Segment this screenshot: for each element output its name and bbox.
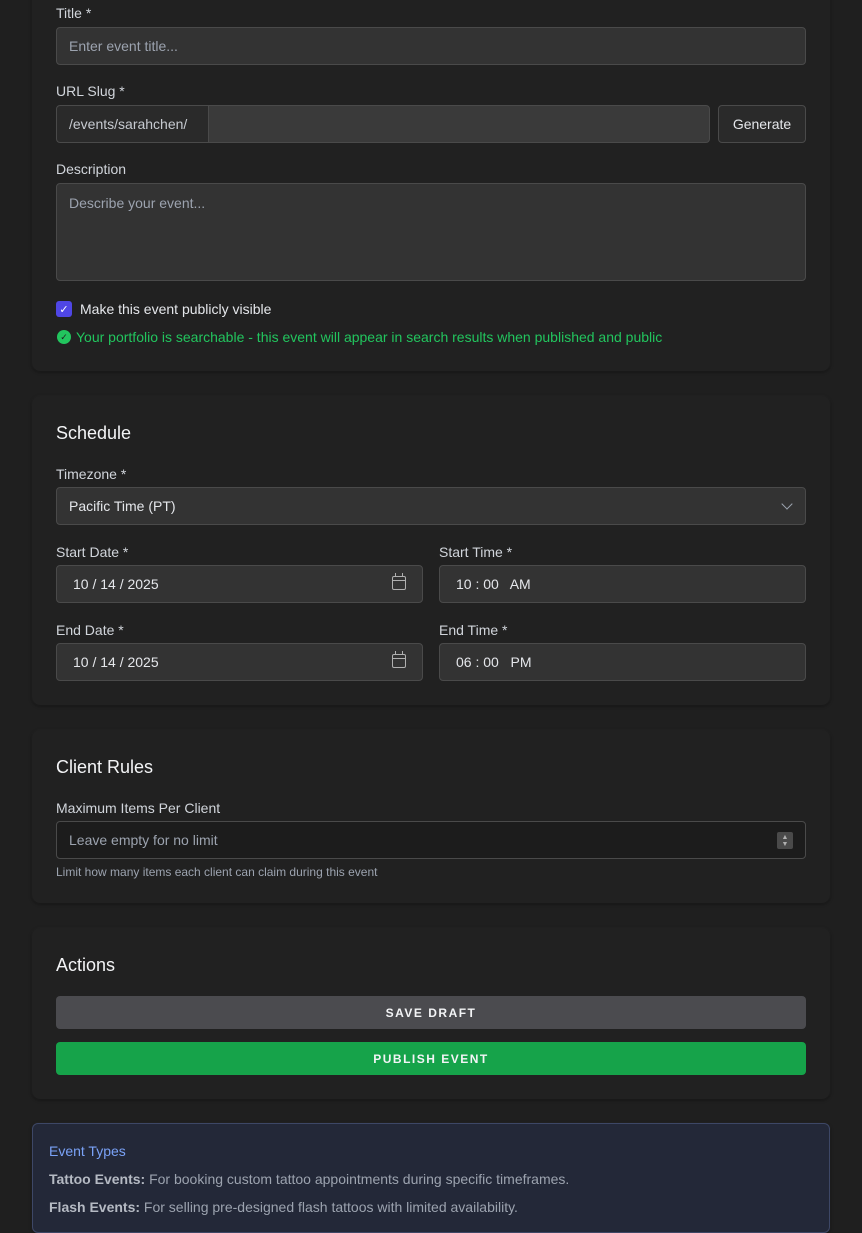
actions-title: Actions: [56, 955, 116, 975]
end-date-input[interactable]: [56, 643, 423, 681]
max-items-help: Limit how many items each client can claim during this event: [56, 865, 378, 879]
title-input[interactable]: Enter event title...: [56, 27, 806, 65]
flash-events-term: Flash Events:: [49, 1199, 141, 1215]
end-date-value: 10 / 14 / 2025: [73, 654, 159, 670]
public-checkbox-label[interactable]: Make this event publicly visible: [80, 301, 272, 317]
stepper-icon[interactable]: ▲ ▼: [777, 832, 793, 849]
slug-label: URL Slug *: [56, 83, 125, 99]
tattoo-events-line: [49, 1171, 569, 1187]
tattoo-events-desc: For booking custom tattoo appointments during specific timeframes.: [149, 1171, 570, 1187]
start-time-label: Start Time *: [439, 544, 513, 560]
max-items-placeholder: Leave empty for no limit: [69, 832, 218, 848]
max-items-label: Maximum Items Per Client: [56, 800, 221, 816]
check-icon: ✓: [59, 303, 69, 316]
event-types-title: Event Types: [49, 1143, 126, 1159]
schedule-card: [32, 396, 830, 705]
max-items-input[interactable]: [56, 821, 806, 859]
check-circle-icon: ✓: [57, 330, 71, 344]
flash-events-line: [49, 1199, 518, 1215]
public-checkbox[interactable]: [56, 301, 72, 317]
slug-input[interactable]: [208, 105, 710, 143]
start-date-label: Start Date *: [56, 544, 129, 560]
client-rules-card: [32, 730, 830, 903]
actions-card: [32, 928, 830, 1099]
search-notice: Your portfolio is searchable - this event will appear in search results when published and public: [76, 329, 663, 345]
tattoo-events-term: Tattoo Events:: [49, 1171, 146, 1187]
start-time-input[interactable]: [439, 565, 806, 603]
generate-button[interactable]: Generate: [718, 105, 806, 143]
save-draft-button[interactable]: SAVE DRAFT: [56, 996, 806, 1029]
slug-prefix: /events/sarahchen/: [56, 105, 209, 143]
calendar-icon[interactable]: [392, 576, 406, 590]
event-types-info: [32, 1123, 830, 1233]
description-label: Description: [56, 161, 127, 177]
description-textarea[interactable]: Describe your event...: [56, 183, 806, 281]
end-time-value: 06 : 00 PM: [456, 654, 532, 670]
client-rules-title: Client Rules: [56, 757, 154, 777]
title-label: Title *: [56, 5, 92, 21]
chevron-down-icon: [781, 498, 792, 509]
calendar-icon[interactable]: [392, 654, 406, 668]
end-time-input[interactable]: [439, 643, 806, 681]
timezone-select[interactable]: [56, 487, 806, 525]
timezone-value: Pacific Time (PT): [69, 498, 176, 514]
start-time-value: 10 : 00 AM: [456, 576, 531, 592]
event-details-card: [32, 0, 830, 371]
flash-events-desc: For selling pre-designed flash tattoos with limited availability.: [143, 1199, 518, 1215]
start-date-input[interactable]: [56, 565, 423, 603]
schedule-title: Schedule: [56, 423, 132, 443]
end-time-label: End Time *: [439, 622, 508, 638]
end-date-label: End Date *: [56, 622, 124, 638]
start-date-value: 10 / 14 / 2025: [73, 576, 159, 592]
publish-event-button[interactable]: PUBLISH EVENT: [56, 1042, 806, 1075]
timezone-label: Timezone *: [56, 466, 127, 482]
